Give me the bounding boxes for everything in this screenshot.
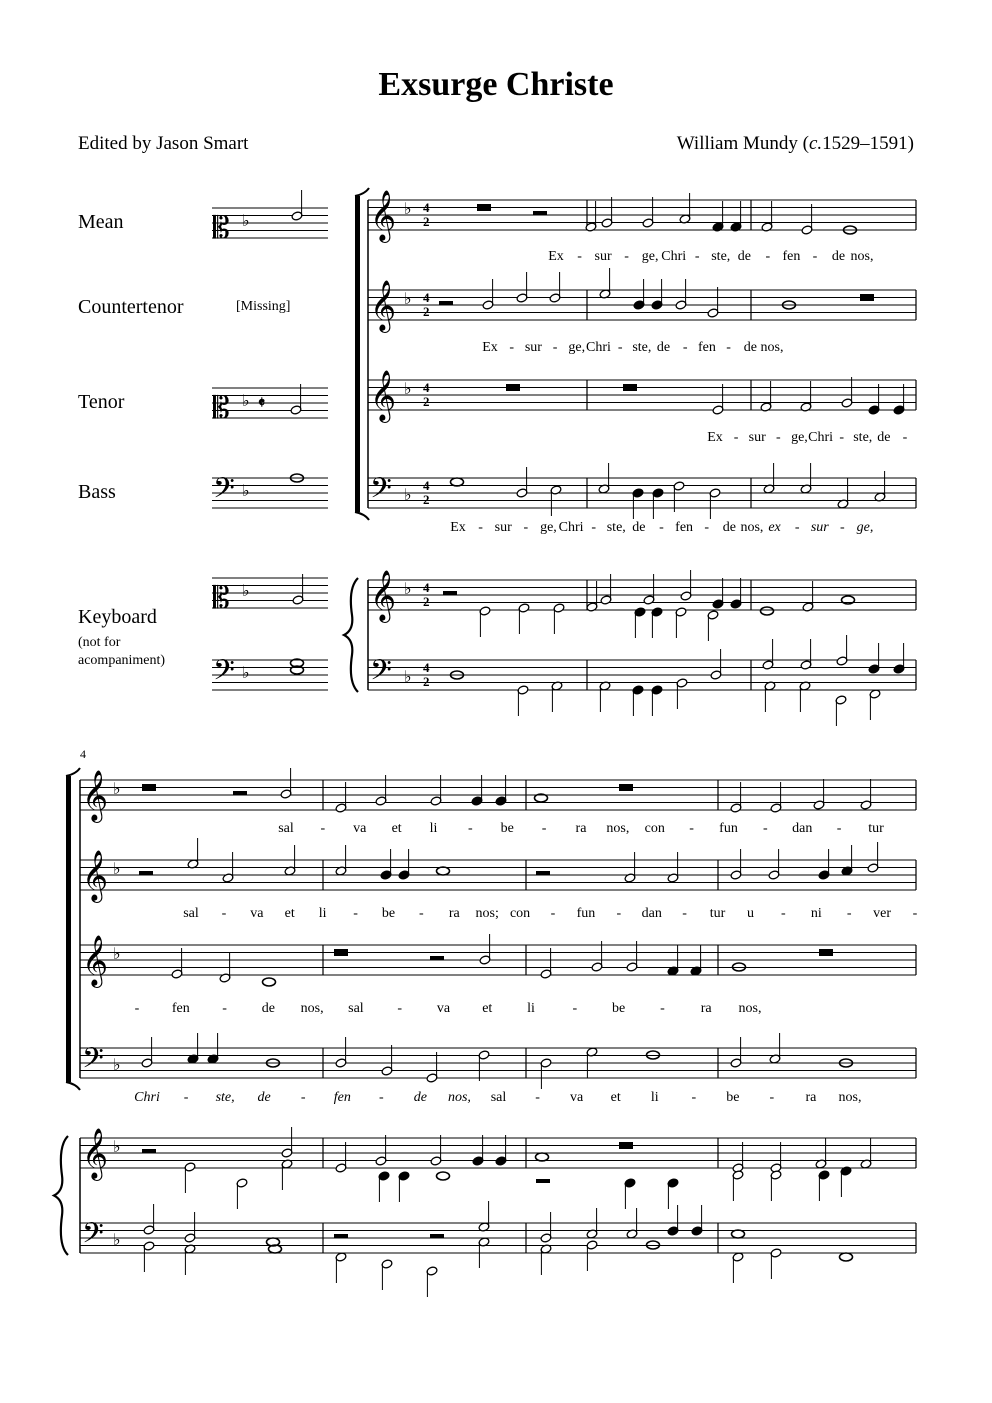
lyric-syllable: fen	[171, 1001, 190, 1016]
lyric-syllable: nos,	[447, 1090, 471, 1105]
lyrics	[134, 249, 918, 1105]
lyric-syllable: -	[572, 1001, 578, 1016]
lyric-syllable: li	[429, 821, 438, 836]
lyric-syllable: -	[397, 1001, 403, 1016]
c-clef: 𝄡	[213, 212, 230, 245]
lyric-syllable: li	[527, 1001, 535, 1016]
voice-name-bass: Bass	[78, 481, 116, 503]
lyric-syllable: et	[610, 1090, 621, 1105]
lyric-syllable: dan	[792, 821, 813, 836]
lyric-syllable: -	[468, 821, 473, 836]
lyric-syllable: -	[691, 1090, 697, 1105]
treble-clef: 𝄞	[370, 371, 397, 420]
lyric-syllable: ge,	[791, 430, 808, 445]
lyric-syllable: de	[656, 340, 671, 355]
lyric-syllable: fen	[675, 520, 694, 535]
bass-clef: 𝄢	[370, 474, 392, 511]
flat-sign: ♭	[113, 1232, 121, 1249]
breve-rest	[619, 784, 633, 791]
half-rest	[334, 1234, 348, 1238]
time-signature-denominator: 2	[423, 594, 430, 609]
bass-clef: 𝄢	[82, 1044, 104, 1081]
lyric-syllable: de	[722, 520, 736, 535]
lyric-syllable: -	[733, 430, 739, 445]
lyric-syllable: -	[902, 430, 908, 445]
choir-bracket	[355, 196, 360, 512]
lyric-syllable: -	[704, 520, 710, 535]
flat-sign: ♭	[404, 487, 412, 504]
breve-rest	[334, 949, 348, 956]
c-clef: 𝄡	[213, 392, 230, 425]
lyric-syllable: Chri	[808, 430, 834, 445]
lyric-syllable: ge,	[540, 520, 557, 535]
time-signature-numerator: 4	[423, 290, 430, 305]
keyboard-note-line1: (not for	[78, 635, 121, 650]
lyric-syllable: tur	[868, 821, 884, 836]
lyric-syllable: Chri	[134, 1090, 160, 1105]
lyric-syllable: et	[284, 906, 295, 921]
breve-rest	[477, 204, 491, 211]
lyric-syllable: -	[378, 1090, 384, 1105]
lyric-syllable: de	[831, 249, 846, 264]
lyric-syllable: ni	[810, 906, 822, 921]
lyric-syllable: -	[694, 249, 700, 264]
lyric-syllable: -	[222, 1001, 227, 1016]
lyric-syllable: nos,	[738, 1001, 762, 1016]
lyric-syllable: ra	[448, 906, 460, 921]
treble-clef: 𝄞	[82, 771, 109, 820]
treble-clef: 𝄞	[82, 851, 109, 900]
lyric-syllable: -	[682, 906, 687, 921]
lyric-syllable: -	[134, 1001, 140, 1016]
lyric-syllable: -	[353, 906, 358, 921]
lyric-syllable: -	[541, 821, 547, 836]
notes	[139, 190, 905, 1297]
lyric-syllable: be	[500, 821, 514, 836]
lyric-syllable: ge,	[856, 520, 874, 535]
lyric-syllable: nos,	[850, 249, 874, 264]
half-rest	[139, 871, 153, 875]
lyric-syllable: -	[763, 821, 768, 836]
lyric-syllable: -	[836, 821, 842, 836]
lyric-syllable: va	[353, 821, 367, 836]
lyric-syllable: -	[577, 249, 582, 264]
flat-sign: ♭	[404, 201, 412, 218]
breve-rest	[623, 384, 637, 391]
bracket-hook	[66, 768, 80, 776]
lyric-syllable: de	[632, 520, 646, 535]
lyric-syllable: -	[523, 520, 529, 535]
lyric-syllable: de	[261, 1001, 275, 1016]
lyric-syllable: be	[726, 1090, 740, 1105]
lyric-syllable: con	[644, 821, 665, 836]
flat-sign: ♭	[113, 781, 121, 798]
lyric-syllable: et	[482, 1001, 493, 1016]
lyric-syllable: sal	[348, 1001, 364, 1016]
lyric-syllable: sal	[278, 821, 294, 836]
keyboard-note-line2: acompaniment)	[78, 653, 166, 668]
treble-clef: 𝄞	[82, 936, 109, 985]
lyric-syllable: ge,	[641, 249, 659, 264]
lyric-syllable: nos,	[740, 520, 764, 535]
lyric-syllable: -	[660, 1001, 665, 1016]
lyric-syllable: tur	[709, 906, 726, 921]
lyric-syllable: li	[650, 1090, 659, 1105]
half-rest	[233, 791, 247, 795]
lyric-syllable: -	[509, 340, 515, 355]
lyric-syllable: ver	[873, 906, 892, 921]
lyric-syllable: li	[318, 906, 327, 921]
bracket-hook	[66, 1082, 80, 1090]
lyric-syllable: sur	[524, 340, 542, 355]
lyric-syllable: nos;	[475, 906, 499, 921]
lyric-syllable: -	[839, 430, 845, 445]
lyric-syllable: fen	[782, 249, 801, 264]
lyric-syllable: ste,	[711, 249, 731, 264]
whole-note	[732, 1230, 745, 1238]
editor-credit: Edited by Jason Smart	[78, 133, 249, 154]
lyric-syllable: sur	[494, 520, 512, 535]
lyric-syllable: ge,	[568, 340, 586, 355]
time-signature-numerator: 4	[423, 660, 430, 675]
lyric-syllable: -	[781, 906, 786, 921]
lyric-syllable: -	[912, 906, 918, 921]
lyric-syllable: -	[478, 520, 483, 535]
c-clef: 𝄡	[213, 582, 230, 615]
time-signature-numerator: 4	[423, 580, 430, 595]
flat-sign: ♭	[113, 946, 121, 963]
time-signature-denominator: 2	[423, 214, 430, 229]
flat-sign: ♭	[113, 1139, 121, 1156]
lyric-syllable: -	[300, 1090, 306, 1105]
lyric-syllable: va	[250, 906, 264, 921]
lyric-syllable: nos,	[300, 1001, 324, 1016]
lyric-syllable: ra	[575, 821, 587, 836]
lyric-syllable: -	[535, 1090, 540, 1105]
choir-bracket	[66, 776, 71, 1082]
half-rest	[533, 211, 547, 215]
lyric-syllable: -	[659, 520, 664, 535]
lyric-syllable: ste,	[632, 340, 652, 355]
flat-sign: ♭	[242, 583, 250, 600]
bracket-hook	[355, 512, 369, 520]
lyric-syllable: sur	[810, 520, 829, 535]
lyric-syllable: -	[591, 520, 597, 535]
lyric-syllable: et	[391, 821, 402, 836]
voice-name-tenor: Tenor	[78, 391, 125, 413]
lyric-syllable: be	[381, 906, 396, 921]
bass-clef: 𝄢	[213, 474, 235, 511]
lyric-syllable: Ex	[450, 520, 466, 535]
lyric-syllable: ste,	[215, 1090, 235, 1105]
lyric-syllable: Ex	[548, 249, 564, 264]
voice-name-keyboard: Keyboard	[78, 606, 157, 628]
lyric-syllable: de	[737, 249, 751, 264]
voice-name-mean: Mean	[78, 211, 124, 233]
half-rest	[430, 956, 444, 960]
flat-sign: ♭	[242, 393, 250, 410]
system-brackets	[54, 188, 369, 1255]
lyric-syllable: va	[570, 1090, 584, 1105]
lyric-syllable: fen	[697, 340, 716, 355]
lyric-syllable: sur	[594, 249, 612, 264]
lyric-syllable: -	[624, 249, 629, 264]
lyric-syllable: de	[413, 1090, 427, 1105]
lyric-syllable: Chri	[586, 340, 611, 355]
measure-number: 4	[80, 747, 86, 761]
time-signature-denominator: 2	[423, 394, 430, 409]
lyric-syllable: -	[617, 340, 623, 355]
lyric-syllable: ste,	[606, 520, 626, 535]
flat-sign: ♭	[113, 861, 121, 878]
lyric-syllable: de	[257, 1090, 271, 1105]
breve-rest	[506, 384, 520, 391]
lyric-syllable: -	[616, 906, 622, 921]
half-rest	[536, 871, 550, 875]
whole-note	[263, 978, 276, 986]
whole-note	[437, 867, 450, 875]
half-rest	[536, 1179, 550, 1183]
flat-sign: ♭	[242, 213, 250, 230]
treble-clef: 𝄞	[370, 281, 397, 330]
bracket-hook	[355, 188, 369, 196]
half-rest	[443, 591, 457, 595]
lyric-syllable: -	[689, 821, 694, 836]
lyric-syllable: -	[840, 520, 845, 535]
time-signature-denominator: 2	[423, 492, 430, 507]
whole-note	[451, 478, 464, 486]
breve-rest	[142, 784, 156, 791]
bass-clef: 𝄢	[82, 1219, 104, 1256]
lyric-syllable: Chri	[661, 249, 687, 264]
flat-sign: ♭	[242, 665, 250, 682]
composer-name: William Mundy (	[676, 133, 809, 154]
half-rest	[439, 301, 453, 305]
lyric-syllable: fun	[719, 821, 738, 836]
page-title: Exsurge Christe	[378, 66, 614, 103]
lyric-syllable: -	[726, 340, 731, 355]
breve-rest	[860, 294, 874, 301]
lyric-syllable: Ex	[707, 430, 723, 445]
whole-note	[437, 1172, 450, 1180]
whole-note	[761, 607, 774, 615]
lyric-syllable: -	[221, 906, 227, 921]
lyric-syllable: con	[509, 906, 531, 921]
lyric-syllable: sal	[183, 906, 199, 921]
flat-sign: ♭	[113, 1057, 121, 1074]
lyric-syllable: Chri	[558, 520, 584, 535]
time-signature-denominator: 2	[423, 674, 430, 689]
lyric-syllable: -	[765, 249, 771, 264]
lyric-syllable: -	[794, 520, 800, 535]
time-signature-numerator: 4	[423, 200, 430, 215]
keyboard-brace	[344, 578, 358, 692]
treble-clef: 𝄞	[82, 1129, 109, 1178]
lyric-syllable: -	[769, 1090, 775, 1105]
flat-sign: ♭	[242, 483, 250, 500]
lyric-syllable: -	[682, 340, 688, 355]
lyric-syllable: -	[419, 906, 424, 921]
bass-clef: 𝄢	[213, 656, 235, 693]
lyric-syllable: ra	[805, 1090, 817, 1105]
lyric-syllable: u	[746, 906, 754, 921]
time-signature-numerator: 4	[423, 478, 430, 493]
flat-sign: ♭	[404, 581, 412, 598]
lyric-syllable: Ex	[482, 340, 498, 355]
lyric-syllable: -	[846, 906, 852, 921]
half-rest	[430, 1234, 444, 1238]
lyric-syllable: sal	[490, 1090, 507, 1105]
lyric-syllable: -	[812, 249, 818, 264]
composer-dates: 1529–1591)	[822, 133, 914, 154]
lyric-syllable: de	[743, 340, 757, 355]
lyric-syllable: be	[612, 1001, 626, 1016]
lyric-syllable: va	[436, 1001, 451, 1016]
breve-rest	[819, 949, 833, 956]
lyric-syllable: nos,	[760, 340, 784, 355]
composer-circa: c.	[808, 133, 823, 154]
lyric-syllable: nos,	[606, 821, 630, 836]
time-signature-denominator: 2	[423, 304, 430, 319]
flat-sign: ♭	[404, 669, 412, 686]
lyric-syllable: de	[877, 430, 891, 445]
half-rest	[142, 1149, 156, 1153]
voice-name-countertenor: Countertenor	[78, 296, 184, 318]
missing-incipit-label: [Missing]	[236, 299, 291, 314]
lyric-syllable: sur	[748, 430, 766, 445]
flat-sign: ♭	[404, 291, 412, 308]
lyric-syllable: dan	[641, 906, 662, 921]
lyric-syllable: ex	[768, 520, 781, 535]
bass-clef: 𝄢	[370, 656, 392, 693]
lyric-syllable: nos,	[838, 1090, 862, 1105]
lyric-syllable: -	[552, 340, 558, 355]
lyric-syllable: ste,	[853, 430, 873, 445]
whole-note	[536, 1153, 549, 1161]
whole-note	[840, 1253, 853, 1261]
lyric-syllable: ra	[700, 1001, 712, 1016]
keyboard-brace	[54, 1136, 68, 1255]
time-signature-numerator: 4	[423, 380, 430, 395]
cut-time-sign: 𝄵	[258, 395, 266, 412]
treble-clef: 𝄞	[370, 191, 397, 240]
lyric-syllable: -	[320, 821, 326, 836]
lyric-syllable: -	[550, 906, 556, 921]
breve-rest	[619, 1142, 633, 1149]
lyric-syllable: fen	[333, 1090, 351, 1105]
lyric-syllable: fun	[576, 906, 596, 921]
treble-clef: 𝄞	[370, 571, 397, 620]
lyric-syllable: -	[183, 1090, 189, 1105]
lyric-syllable: -	[775, 430, 781, 445]
flat-sign: ♭	[404, 381, 412, 398]
